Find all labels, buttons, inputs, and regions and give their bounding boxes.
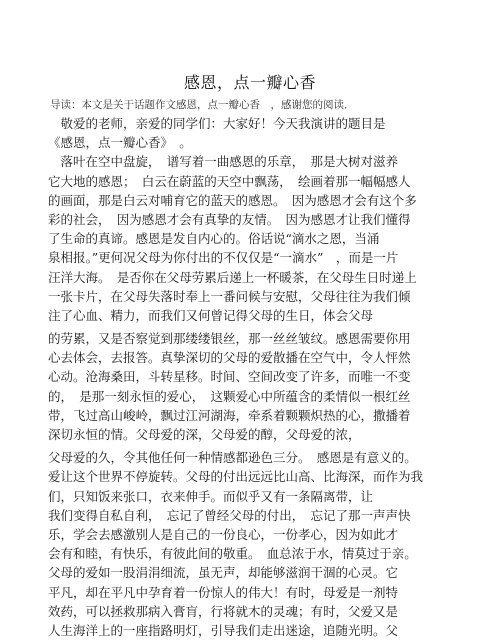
text-line: 乐，学会去感激别人是自己的一份良心，一份孝心，因为如此才 xyxy=(48,526,399,542)
text-line: 父母爱的久，令其他任何一种情感都逊色三分。 感恩是有意义的。 xyxy=(48,450,417,466)
page-title: 感恩，点一瓣心香 xyxy=(183,73,316,92)
text-line: 爱让这个世界不停旋转。父母的付出远远比山高、比海深，而作为我 xyxy=(48,469,424,485)
text-line: 效药，可以拯救那病入膏肓，行将就木的灵魂；有时，父爱又是 xyxy=(48,603,399,619)
text-line: 敬爱的老师，亲爱的同学们：大家好！今天我演讲的题目是 xyxy=(48,116,386,131)
text-line: 心去体会，去报答。真挚深切的父母的爱散播在空气中，令人怦然 xyxy=(48,350,411,366)
text-line: 落叶在空中盘旋， 谱写着一曲感恩的乐章， 那是大树对滋养 xyxy=(48,154,399,170)
text-line: 的， 是那一刻永恒的爱心， 这颗爱心中所蕴含的柔情似一根红丝 xyxy=(48,388,411,404)
text-line: 泉相报。”更何况父母为你付出的不仅仅是“一滴水” ，而是一片 xyxy=(48,250,399,266)
text-line: 它大地的感恩； 白云在蔚蓝的天空中飘荡， 绘画着那一幅幅感人 xyxy=(48,173,411,189)
text-line: 注了心血、精力，而我们又何曾记得父母的生日，体会父母 xyxy=(48,307,374,323)
text-line: 汪洋大海。 是否你在父母劳累后递上一杯暖茶，在父母生日时递上 xyxy=(48,269,417,285)
text-line: 平凡，却在平凡中孕育着一份惊人的伟大！有时，母爱是一剂特 xyxy=(48,584,399,600)
text-line: 深切永恒的情。父母爱的深，父母爱的醇，父母爱的浓， xyxy=(48,427,361,442)
text-line: 带，飞过高山峻岭，飘过江河湖海，牵系着颗颗炽热的心，撒播着 xyxy=(48,407,411,423)
text-line: 人生海洋上的一座指路明灯，引导我们走出迷途，追随光明。父 xyxy=(48,622,399,638)
body-text xyxy=(48,114,458,640)
text-line: 父母的爱如一股涓涓细流，虽无声，却能够滋润干涸的心灵。它 xyxy=(48,565,399,581)
text-line: 彩的社会， 因为感恩才会有真挚的友情。 因为感恩才让我们懂得 xyxy=(48,211,411,227)
text-line: 我们变得自私自利， 忘记了曾经父母的付出， 忘记了那一声声快 xyxy=(48,507,411,523)
text-line: 们，只知饭来张口，衣来伸手。而似乎又有一条隔离带，让 xyxy=(48,488,374,504)
intro-note: 导读：本文是关于话题作文感恩，点一瓣心香 ，感谢您的阅读． xyxy=(50,99,355,111)
text-line: 心动。沧海桑田，斗转星移。时间、空间改变了许多，而唯一不变 xyxy=(48,369,411,385)
text-line: 的劳累，又是否察觉到那缕缕银丝，那一丝丝皱纹。感恩需要你用 xyxy=(48,331,411,347)
text-line: 的画面，那是白云对哺育它的蓝天的感恩。 因为感恩才会有这个多 xyxy=(48,192,417,208)
text-line: 《感恩，点一瓣心香》 。 xyxy=(48,135,192,151)
text-line: 了生命的真谛。感恩是发自内心的。俗话说“滴水之恩，当涌 xyxy=(48,231,380,247)
text-line: 会有和睦，有快乐，有彼此间的敬重。 血总浓于水，情莫过于亲。 xyxy=(48,546,417,562)
text-line: 一张卡片，在父母失落时奉上一番问候与安慰，父母往往为我们倾 xyxy=(48,288,411,304)
